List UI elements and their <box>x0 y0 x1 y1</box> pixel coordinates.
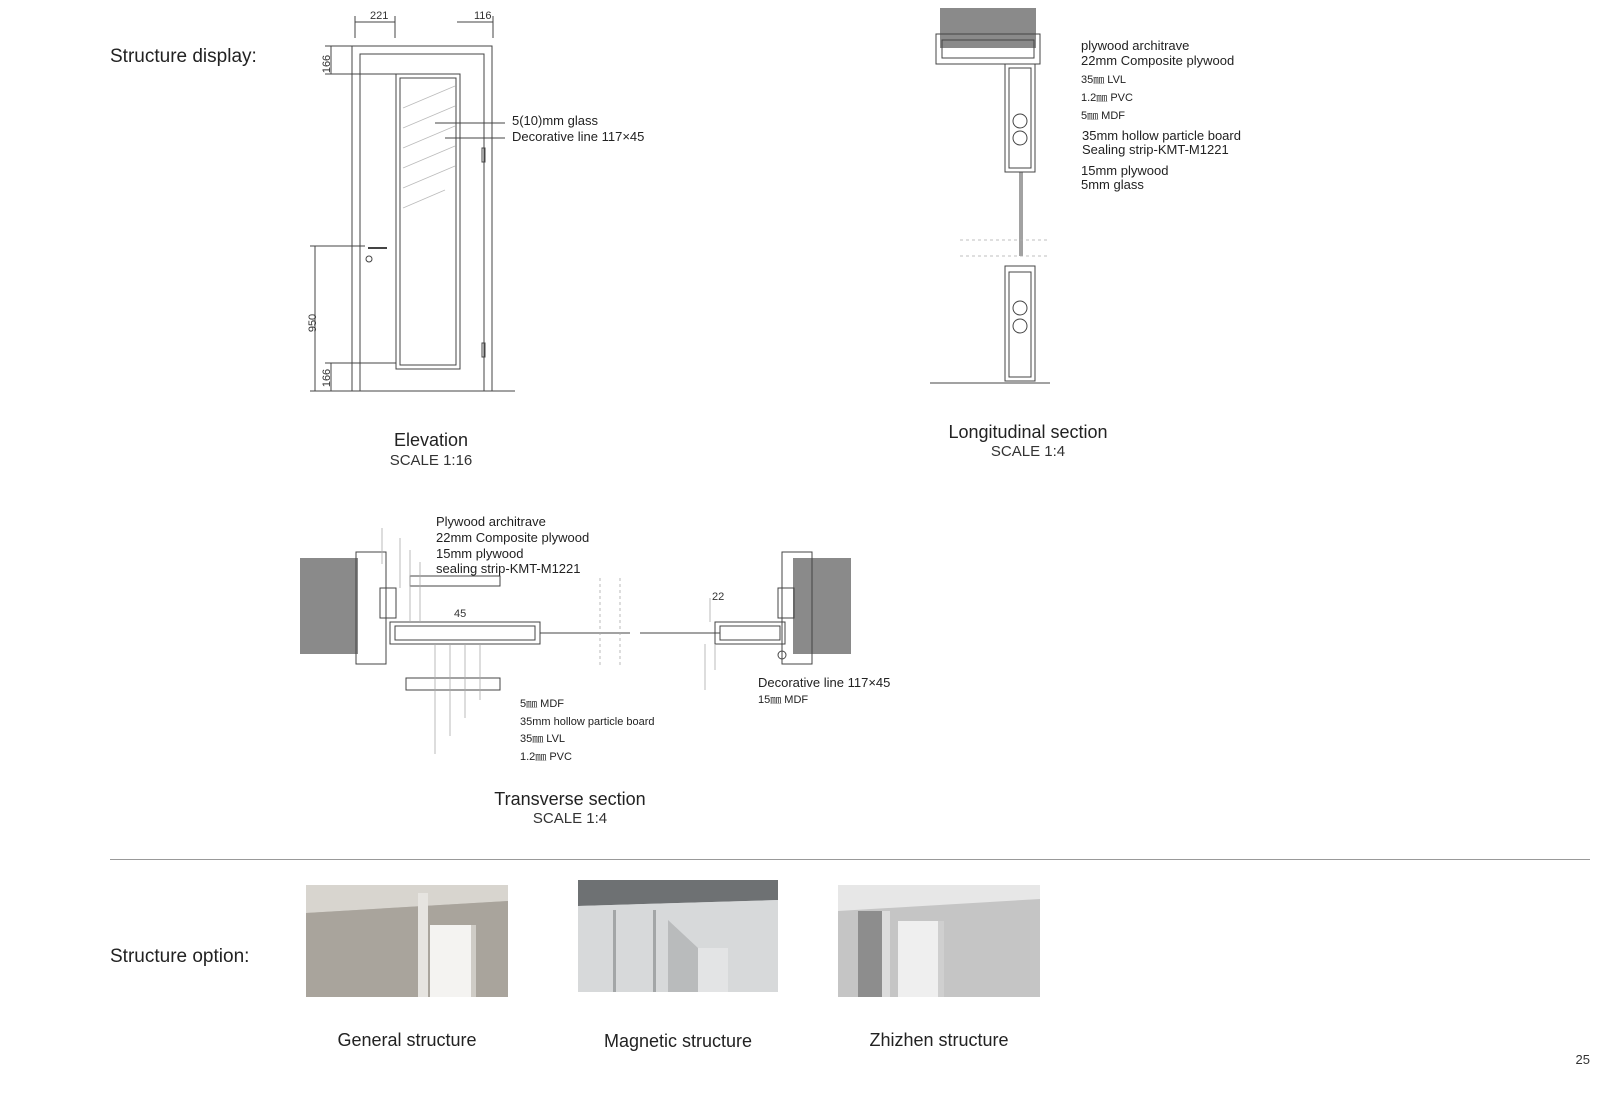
longitudinal-callout-0: plywood architrave <box>1081 38 1190 53</box>
elevation-scale: SCALE 1:16 <box>389 452 473 469</box>
longitudinal-callout-8: 5mm glass <box>1081 177 1144 192</box>
general-structure-caption: General structure <box>337 1030 477 1050</box>
transverse-callout-top-2: 15mm plywood <box>436 546 524 561</box>
transverse-callout-top-1: 22mm Composite plywood <box>436 530 590 545</box>
magnetic-structure-image <box>578 880 778 992</box>
general-structure-image <box>306 885 508 997</box>
elevation-title: Elevation <box>393 430 469 450</box>
zhizhen-structure-caption: Zhizhen structure <box>869 1030 1009 1050</box>
transverse-scale: SCALE 1:4 <box>532 810 608 827</box>
section-divider <box>110 859 1590 860</box>
longitudinal-scale: SCALE 1:4 <box>990 443 1066 460</box>
page-number: 25 <box>1575 1052 1590 1067</box>
magnetic-structure-caption: Magnetic structure <box>603 1031 753 1051</box>
transverse-callout-top-0: Plywood architrave <box>436 514 546 529</box>
elevation-dim-handle-height: 950 <box>307 313 320 333</box>
zhizhen-structure-image <box>838 885 1040 997</box>
transverse-callout-bottom-2: 35㎜ LVL <box>520 733 566 745</box>
elevation-dim-top-rail: 166 <box>321 54 334 74</box>
longitudinal-callout-4: 5㎜ MDF <box>1081 110 1125 122</box>
transverse-dim-22: 22 <box>712 591 725 603</box>
transverse-callout-right-0: Decorative line 117×45 <box>758 675 891 690</box>
elevation-dim-top-right: 116 <box>474 10 492 22</box>
transverse-callout-bottom-3: 1.2㎜ PVC <box>520 751 572 763</box>
longitudinal-callout-5: 35mm hollow particle board <box>1082 128 1241 143</box>
transverse-title: Transverse section <box>494 789 646 809</box>
elevation-callout-decorative-line: Decorative line 117×45 <box>512 129 645 144</box>
longitudinal-title: Longitudinal section <box>948 422 1108 442</box>
transverse-callout-bottom-1: 35mm hollow particle board <box>520 716 655 728</box>
elevation-dim-top-left: 221 <box>370 10 389 22</box>
structure-option-label: Structure option: <box>110 946 250 967</box>
longitudinal-callout-6: Sealing strip-KMT-M1221 <box>1082 142 1229 157</box>
longitudinal-callout-1: 22mm Composite plywood <box>1081 53 1235 68</box>
longitudinal-callout-2: 35㎜ LVL <box>1081 74 1127 86</box>
elevation-callout-glass: 5(10)mm glass <box>512 113 598 128</box>
structure-display-label: Structure display: <box>110 46 257 67</box>
transverse-dim-45: 45 <box>454 608 467 620</box>
transverse-callout-right-1: 15㎜ MDF <box>758 694 809 706</box>
longitudinal-section-drawing <box>930 6 1070 391</box>
elevation-dim-bottom-rail: 166 <box>321 368 334 388</box>
longitudinal-callout-7: 15mm plywood <box>1081 163 1169 178</box>
transverse-callout-bottom-0: 5㎜ MDF <box>520 698 564 710</box>
transverse-callout-top-3: sealing strip-KMT-M1221 <box>436 561 581 576</box>
longitudinal-callout-3: 1.2㎜ PVC <box>1081 92 1133 104</box>
